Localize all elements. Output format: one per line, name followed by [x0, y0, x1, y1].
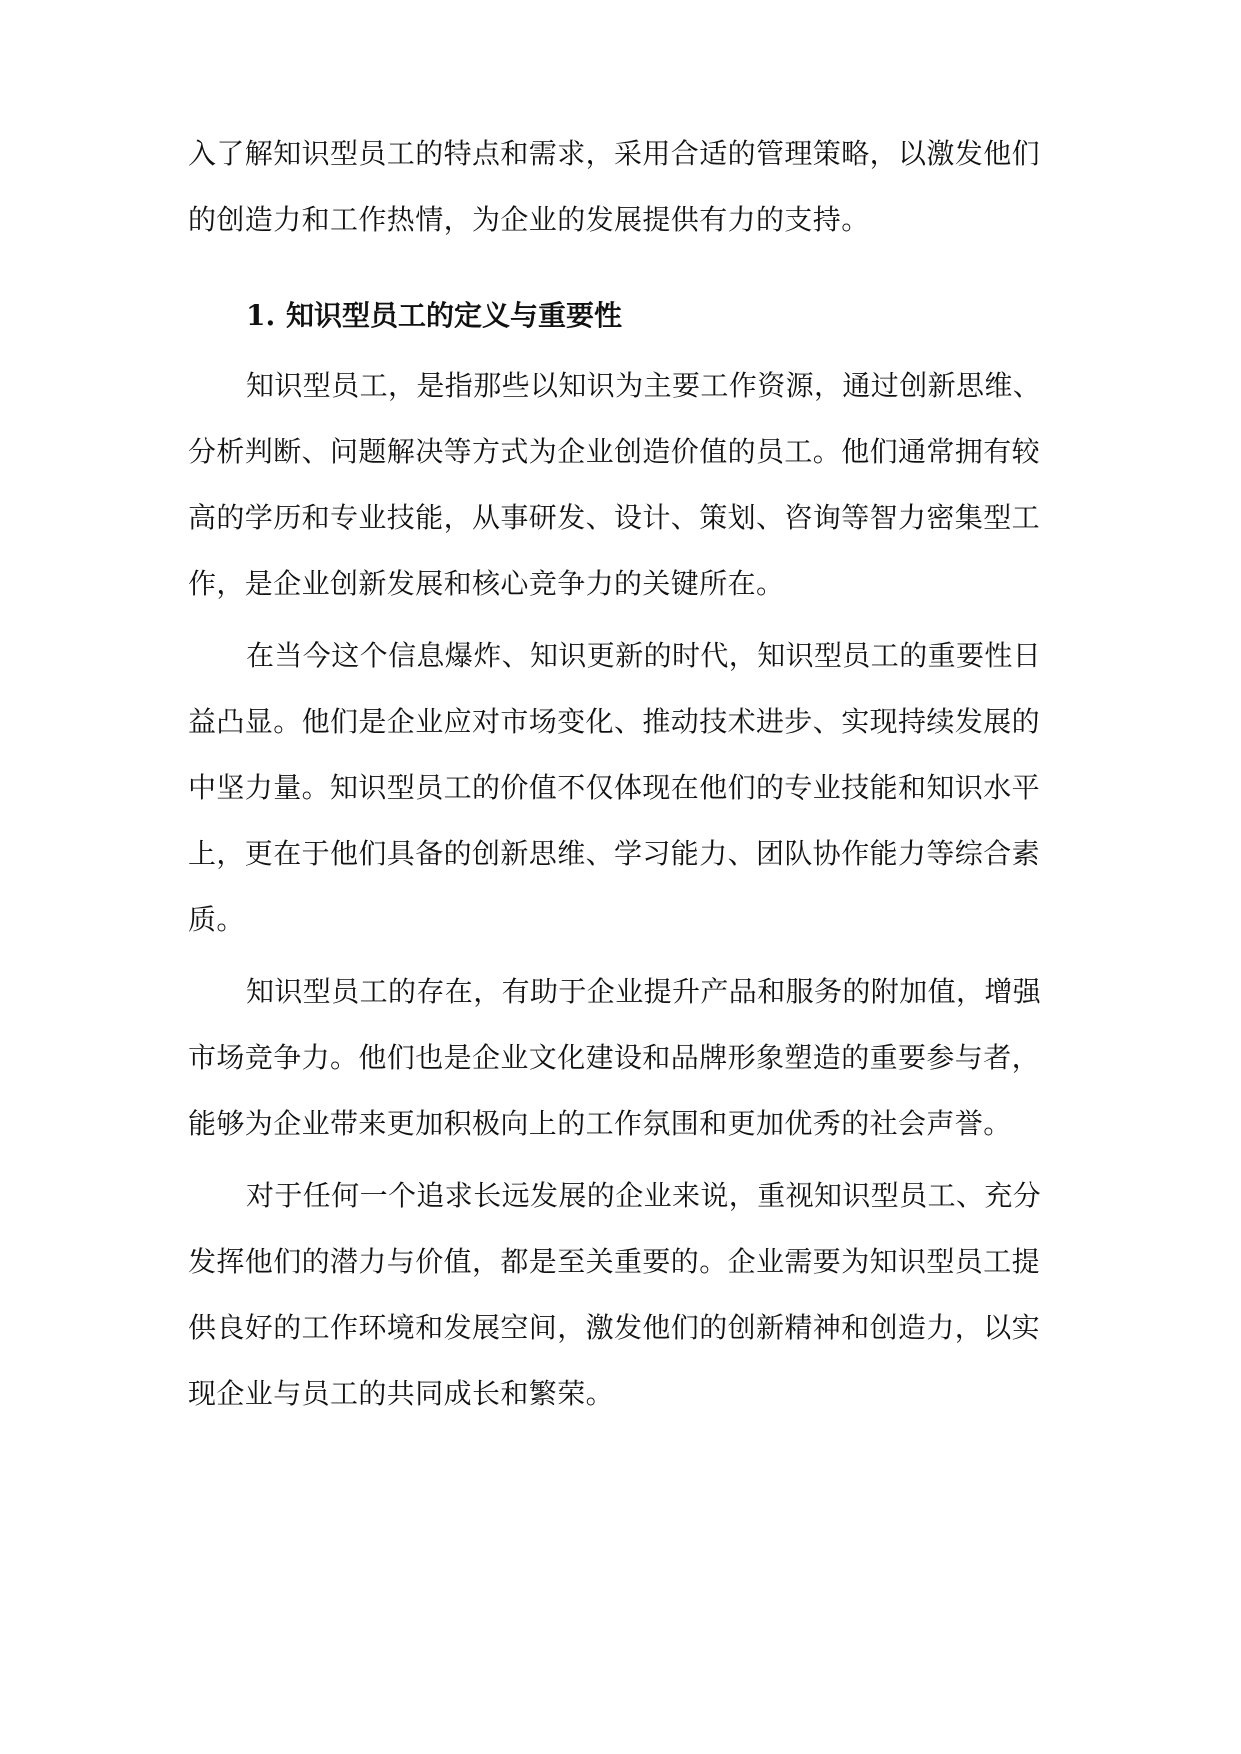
text-line: 对于任何一个追求长远发展的企业来说，重视知识型员工、充分	[246, 1179, 1042, 1212]
text-line: 能够为企业带来更加积极向上的工作氛围和更加优秀的社会声誉。	[188, 1107, 1012, 1140]
text-line: 益凸显。他们是企业应对市场变化、推动技术进步、实现持续发展的	[188, 705, 1041, 738]
text-line: 分析判断、问题解决等方式为企业创造价值的员工。他们通常拥有较	[188, 435, 1041, 468]
text-line: 知识型员工的存在，有助于企业提升产品和服务的附加值，增强	[246, 975, 1042, 1008]
text-line: 市场竞争力。他们也是企业文化建设和品牌形象塑造的重要参与者，	[188, 1041, 1041, 1074]
text-line: 上，更在于他们具备的创新思维、学习能力、团队协作能力等综合素	[188, 837, 1041, 870]
text-line: 入了解知识型员工的特点和需求，采用合适的管理策略，以激发他们	[188, 137, 1041, 170]
text-line: 知识型员工，是指那些以知识为主要工作资源，通过创新思维、	[246, 369, 1042, 402]
text-line: 现企业与员工的共同成长和繁荣。	[188, 1377, 615, 1410]
text-line: 作，是企业创新发展和核心竞争力的关键所在。	[188, 567, 785, 600]
section-title: 知识型员工的定义与重要性	[286, 299, 623, 332]
section-number: 1.	[246, 299, 276, 332]
text-line: 质。	[188, 903, 245, 936]
section-heading	[246, 296, 1066, 336]
text-line: 供良好的工作环境和发展空间，激发他们的创新精神和创造力，以实	[188, 1311, 1041, 1344]
text-line: 在当今这个信息爆炸、知识更新的时代，知识型员工的重要性日	[246, 639, 1042, 672]
text-line: 中坚力量。知识型员工的价值不仅体现在他们的专业技能和知识水平	[188, 771, 1041, 804]
text-line: 高的学历和专业技能，从事研发、设计、策划、咨询等智力密集型工	[188, 501, 1041, 534]
text-line: 发挥他们的潜力与价值，都是至关重要的。企业需要为知识型员工提	[188, 1245, 1041, 1278]
text-line: 的创造力和工作热情，为企业的发展提供有力的支持。	[188, 203, 870, 236]
